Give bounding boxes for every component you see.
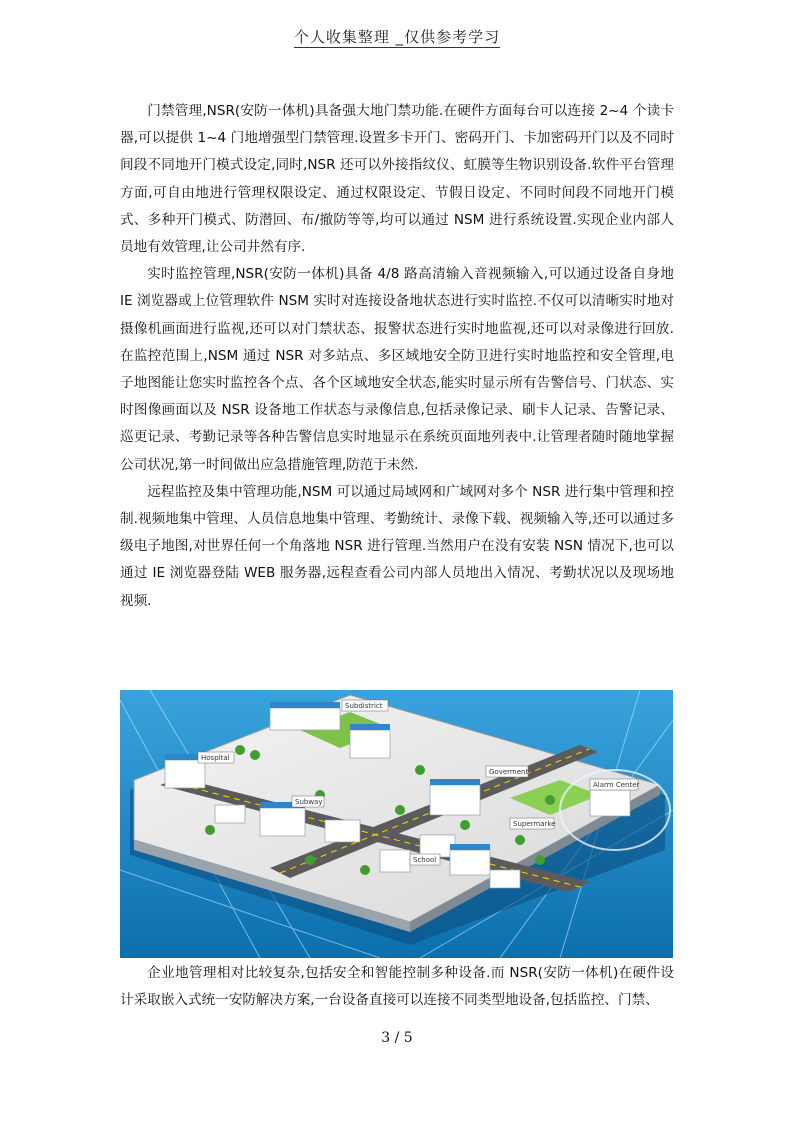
tail-text xyxy=(120,960,674,1014)
label-hospital: Hospital xyxy=(201,754,230,762)
paragraph-access-control: 门禁管理,NSR(安防一体机)具备强大地门禁功能.在硬件方面每台可以连接 2~4 个读卡器,可以提供 1~4 门地增强型门禁管理.设置多卡开门、密码开门、卡加密码开门以及不同时间段不同地开门模式设定,同时,NSR 还可以外接指纹仪、虹膜等生物识别设备.软件平台管理方面,可自由地进行管理权限设定、通过权限设定、节假日设定、不同时间段不同地开门模式、多种开门模式、防潜回、布/撤防等等,均可以通过 NSM 进行系统设置.实现企业内部人员地有效管理,让公司井然有序. xyxy=(120,103,674,256)
label-government: Goverment xyxy=(489,768,529,776)
city-map-illustration xyxy=(120,690,673,958)
label-subway: Subway xyxy=(295,798,323,806)
paragraph-realtime-monitoring: 实时监控管理,NSR(安防一体机)具备 4/8 路高清输入音视频输入,可以通过设备自身地 IE 浏览器或上位管理软件 NSM 实时对连接设备地状态进行实时监控.不仅可以清晰实时地对摄像机画面进行监视,还可以对门禁状态、报警状态进行实时地监视,还可以对录像进行回放.在监控范围上,NSM 通过 NSR 对多站点、多区域地安全防卫进行实时地监控和安全管理,电子地图能让您实时监控各个点、各个区域地安全状态,能实时显示所有告警信号、门状态、实时图像画面以及 NSR 设备地工作状态与录像信息,包括录像记录、刷卡人记录、告警记录、巡更记录、考勤记录等各种告警信息实时地显示在系统页面地列表中.让管理者随时随地掌握公司状况,第一时间做出应急措施管理,防范于未然. xyxy=(120,266,674,473)
paragraph-enterprise-management: 企业地管理相对比较复杂,包括安全和智能控制多种设备.而 NSR(安防一体机)在硬件设计采取嵌入式统一安防解决方案,一台设备直接可以连接不同类型地设备,包括监控、门禁、 xyxy=(120,965,674,1009)
label-alarm-center: Alarm Center xyxy=(593,781,640,789)
page-header xyxy=(0,26,794,47)
label-subdistrict: Subdistrict xyxy=(345,702,383,710)
label-school: School xyxy=(413,856,437,864)
page-number: 3 / 5 xyxy=(381,1030,413,1046)
label-supermarket: Supermarke xyxy=(513,820,556,828)
body-text xyxy=(120,98,674,615)
paragraph-remote-management: 远程监控及集中管理功能,NSM 可以通过局域网和广域网对多个 NSR 进行集中管理和控制.视频地集中管理、人员信息地集中管理、考勤统计、录像下载、视频输入等,还可以通过多级电子地图,对世界任何一个角落地 NSR 进行管理.当然用户在没有安装 NSN 情况下,也可以通过 IE 浏览器登陆 WEB 服务器,远程查看公司内部人员地出入情况、考勤状况以及现场地视频. xyxy=(120,483,674,609)
city-security-map-figure xyxy=(120,690,673,958)
header-text: 个人收集整理 _仅供参考学习 xyxy=(293,28,501,46)
